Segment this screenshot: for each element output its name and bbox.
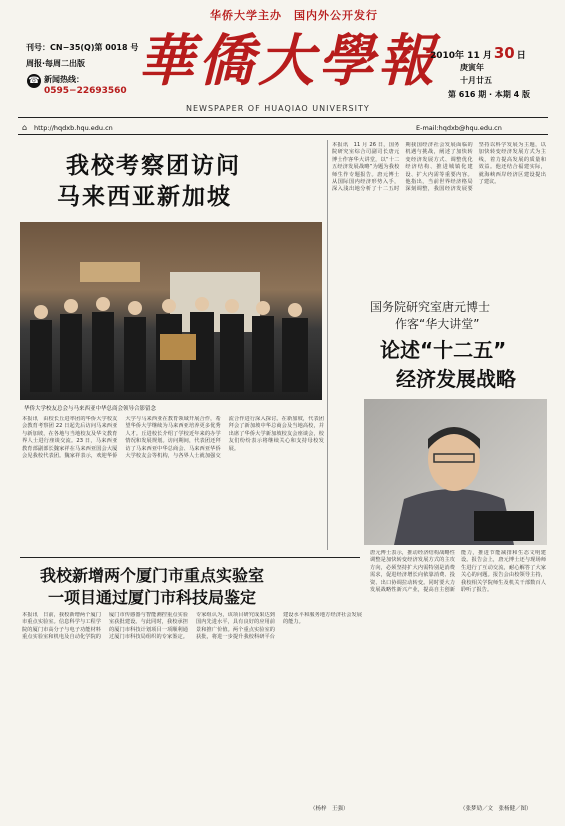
article3-kicker-line2: 作客“华大讲堂”: [395, 317, 480, 331]
hotline-number: 0595−22693560: [44, 86, 127, 96]
hotline-label: 新闻热线：: [44, 75, 84, 84]
sponsor-line: 华侨大学主办 国内外公开发行: [210, 9, 378, 22]
header-rule-top: [18, 117, 548, 118]
date-day: 30: [493, 44, 515, 62]
email-address: E-mail:hqdxb@hqu.edu.cn: [416, 124, 502, 132]
column-divider: [327, 140, 328, 550]
masthead-english: NEWSPAPER OF HUAQIAO UNIVERSITY: [186, 104, 370, 113]
article3-kicker-line1: 国务院研究室唐元博士: [370, 300, 491, 314]
lunar-year: 庚寅年: [460, 63, 484, 72]
delegation-group-image: [20, 222, 322, 400]
masthead: 華僑大學報: [138, 28, 438, 94]
article3-signature: （张梦劢／文 张杨健／图）: [460, 806, 532, 812]
lunar-date: 十月廿五: [460, 76, 492, 85]
photo-caption: 华侨大学校友总会与马来西亚中华总商会领导合影留念: [24, 406, 157, 412]
speaker-photo: [364, 399, 547, 545]
header-rule-bottom: [18, 134, 548, 135]
website-url: http://hqdxb.hqu.edu.cn: [34, 124, 113, 132]
article2-body: 本报讯 日前，我校新增两个厦门市重点实验室。信息科学与工程学院的厦门市高分子与电子功能材料重点实验室和机电及自动化学院的厦门市传感器与智能测控重点实验室获批建设。与此同时，我校承担的厦门市科技计划项目一项顺利通过厦门市科技局组织的专家鉴定。专家组认为，该项目研究成果达到国内先进水平，具有良好的应用前景和推广价值。两个重点实验室的获批，将进一步提升我校科研平台建设水平和服务地方经济社会发展的能力。: [22, 612, 362, 641]
date-prefix: 2010年 11 月: [430, 51, 492, 61]
article2-title-line1: 我校新增两个厦门市重点实验室: [40, 566, 265, 585]
issue-date: [430, 44, 526, 62]
issue-number: 第 616 期 · 本期 4 版: [448, 90, 531, 99]
delegation-photo: [20, 222, 322, 400]
article3-body-bottom: 唐元博士表示，推动经济结构战略性调整是加快转变经济发展方式的主攻方向，必须坚持扩大内需特别是消费需求，促进经济增长向依靠消费、投资、出口协调拉动转变。同时要大力发展战略性新兴产业，提高自主创新能力，推进节能减排和生态文明建设。报告会上，唐元博士还与现场师生进行了互动交流，耐心解答了大家关心的问题。报告会由校领导主持，我校相关学院师生及机关干部数百人聆听了报告。: [370, 550, 546, 594]
article2-rule: [20, 557, 360, 558]
article2-signature: （杨梓 王强）: [310, 806, 349, 812]
date-suffix: 日: [516, 51, 526, 61]
article3-title-line2: 经济发展战略: [396, 367, 516, 391]
article1-title-line1: 我校考察团访问: [66, 153, 241, 179]
article1-title-line2: 马来西亚新加坡: [57, 184, 232, 210]
issn-number: 刊号：CN−35(Q)第 0018 号: [26, 43, 139, 52]
article1-body: 本报讯 由校长丘进率团的华侨大学校友会教育考察团 22 日起先后访问马来西亚与新加坡，在各地与当地校友及华文教育界人士进行座谈交流。23 日，马来西亚教育部副部长魏家祥在马来西亚国会大厦会见我校代表团。魏家祥表示，欢迎华侨大学与马来西亚在教育领域开展合作，希望华侨大学继续为马来西亚培养更多优秀人才。丘进校长介绍了学校近年来的办学情况和发展规划。访问期间，代表团还拜访了马来西亚中华总商会、马来西亚华侨大学校友会等机构，与各界人士就加强交流合作进行深入探讨。在新加坡，代表团拜会了新加坡中华总商会及当地高校，并出席了华侨大学新加坡校友会座谈会，校友们纷纷表示将继续关心和支持母校发展。: [22, 416, 324, 460]
article3-title-line1: 论述“十二五”: [380, 338, 507, 362]
article2-title-line2: 一项目通过厦门市科技局鉴定: [48, 588, 257, 607]
speaker-image: [364, 399, 547, 545]
article3-body-top: 本报讯 11 月 26 日，国务院研究室综合司副司长唐元博士作客华大讲堂，以“十二五经济发展战略”为题为我校师生作专题报告。唐元博士从国际国内经济形势入手，深入浅出地分析了十二五时期我国经济社会发展面临的机遇与挑战，阐述了加快转变经济发展方式、调整优化经济结构、推进城镇化建设、扩大内需等重要内容。他指出，当前世界经济格局深刻调整，我国经济发展要坚持以科学发展为主题，以加快转变经济发展方式为主线，着力提高发展的质量和效益。他还结合福建实际，就海峡西岸经济区建设提出了建议。: [332, 142, 546, 193]
publication-frequency: 周报·每周二出版: [26, 59, 86, 68]
house-icon: ⌂: [22, 123, 28, 132]
hotline-icon: ☎: [28, 76, 40, 86]
